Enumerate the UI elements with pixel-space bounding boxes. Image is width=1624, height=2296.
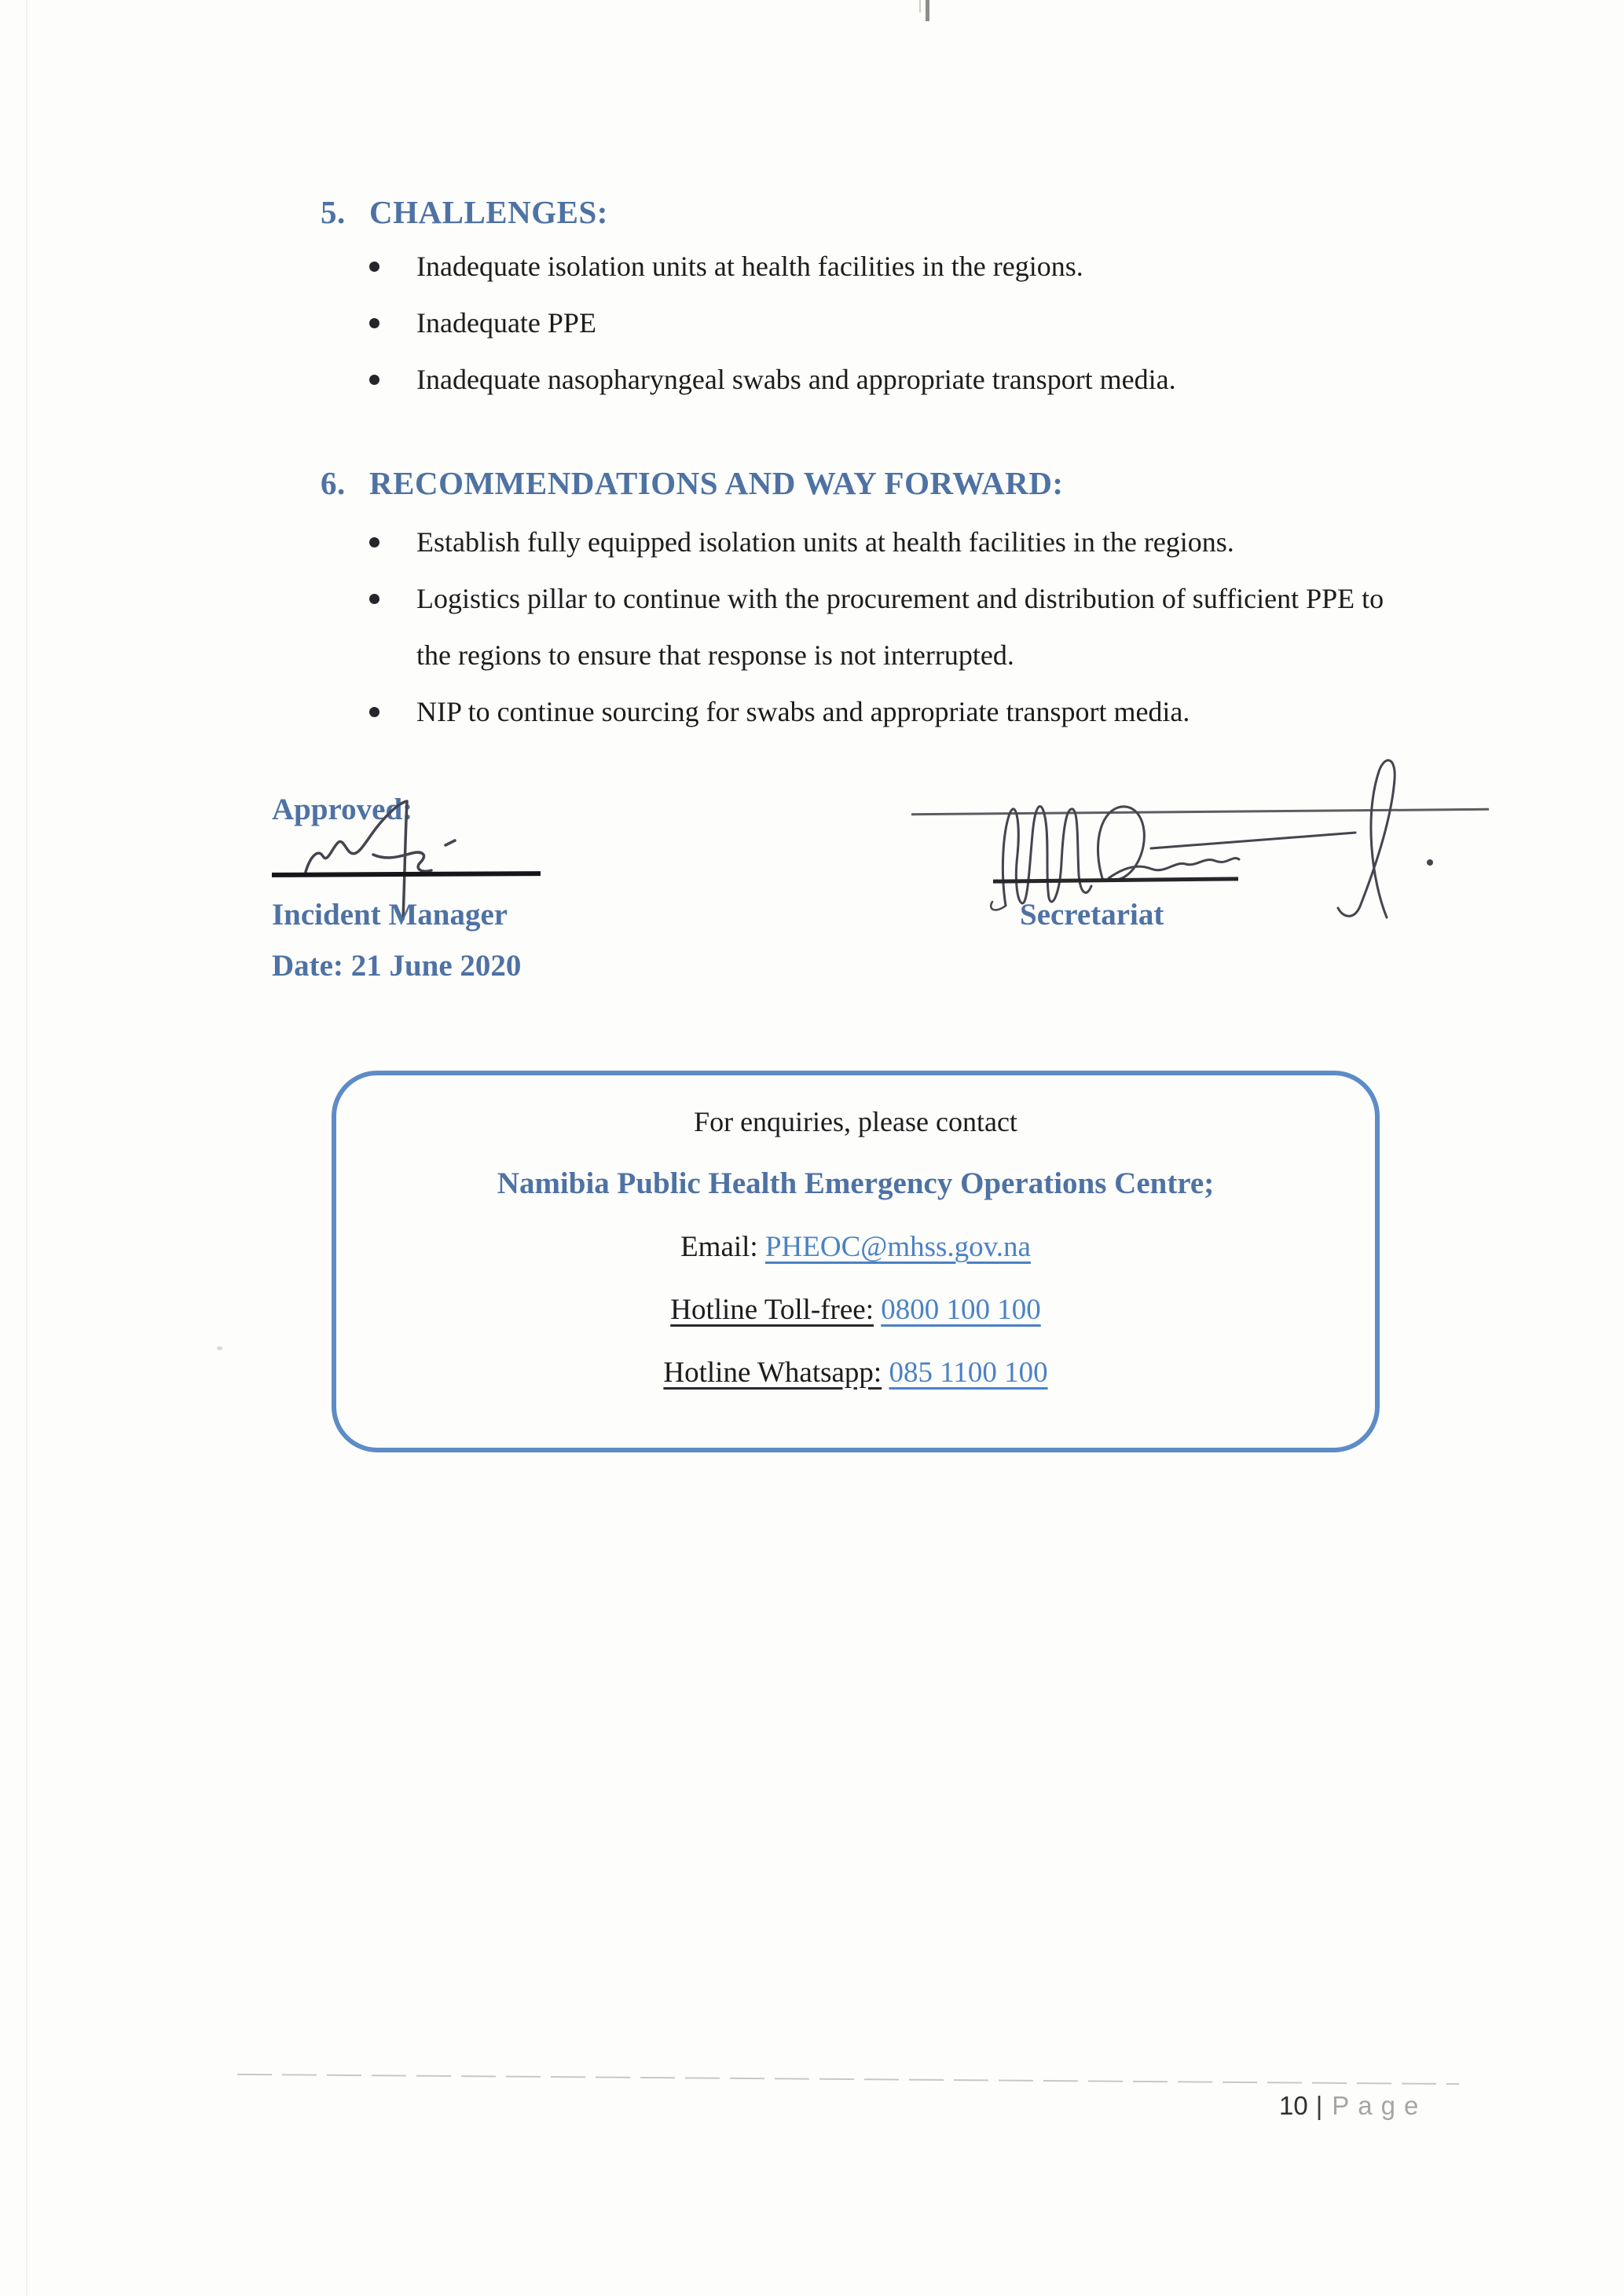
section-6-heading bbox=[321, 466, 1064, 500]
email-label: Email: bbox=[680, 1231, 758, 1263]
signature-secretariat bbox=[915, 753, 1497, 921]
bullet-item: Inadequate PPE bbox=[368, 295, 1483, 351]
footer-divider-line bbox=[237, 2074, 1459, 2085]
email-line bbox=[336, 1230, 1375, 1265]
page-number: 10 bbox=[1279, 2091, 1308, 2120]
page-footer bbox=[1279, 2090, 1427, 2122]
scan-artifact-top-tick bbox=[926, 0, 929, 21]
bullet-item: Inadequate isolation units at health facilities in the regions. bbox=[368, 238, 1483, 295]
contact-intro-text: For enquiries, please contact bbox=[694, 1106, 1017, 1137]
section-5-heading bbox=[321, 195, 608, 229]
hotline-tollfree-label: Hotline Toll-free: bbox=[670, 1294, 874, 1326]
hotline-tollfree-line bbox=[336, 1293, 1375, 1327]
incident-manager-label: Incident Manager bbox=[272, 898, 508, 932]
section-5-title: CHALLENGES: bbox=[369, 194, 608, 230]
organisation-name: Namibia Public Health Emergency Operations Centre; bbox=[497, 1166, 1215, 1200]
footer-separator: | bbox=[1315, 2091, 1323, 2120]
hotline-whatsapp-line bbox=[336, 1356, 1375, 1390]
hotline-tollfree-number[interactable]: 0800 100 100 bbox=[881, 1294, 1041, 1326]
section-6-number: 6. bbox=[321, 465, 346, 501]
hotline-whatsapp-label: Hotline Whatsapp: bbox=[663, 1357, 882, 1389]
contact-info-box bbox=[332, 1071, 1380, 1452]
page-word: Page bbox=[1332, 2091, 1428, 2120]
bullet-item: NIP to continue sourcing for swabs and appropriate transport media. bbox=[368, 683, 1424, 740]
bullet-item: Inadequate nasopharyngeal swabs and appropriate transport media. bbox=[368, 351, 1483, 408]
section-5-bullet-list bbox=[368, 238, 1483, 408]
section-5-number: 5. bbox=[321, 194, 346, 230]
bullet-item: Establish fully equipped isolation units at health facilities in the regions. bbox=[368, 514, 1424, 570]
section-6-title: RECOMMENDATIONS AND WAY FORWARD: bbox=[369, 465, 1064, 501]
email-link[interactable]: PHEOC@mhss.gov.na bbox=[764, 1231, 1031, 1263]
scan-artifact-top-tick-light bbox=[919, 0, 921, 13]
scan-artifact-speck bbox=[217, 1346, 222, 1350]
section-6-bullet-list bbox=[368, 514, 1424, 740]
hotline-whatsapp-number[interactable]: 085 1100 100 bbox=[889, 1357, 1048, 1389]
scan-artifact-left-edge bbox=[26, 0, 27, 2296]
approval-date: Date: 21 June 2020 bbox=[272, 949, 522, 983]
approved-label: Approved: bbox=[272, 793, 413, 826]
secretariat-label: Secretariat bbox=[1020, 898, 1164, 932]
bullet-item: Logistics pillar to continue with the procurement and distribution of sufficient PPE to the regions to ensure that response is not interrupted. bbox=[368, 570, 1424, 683]
